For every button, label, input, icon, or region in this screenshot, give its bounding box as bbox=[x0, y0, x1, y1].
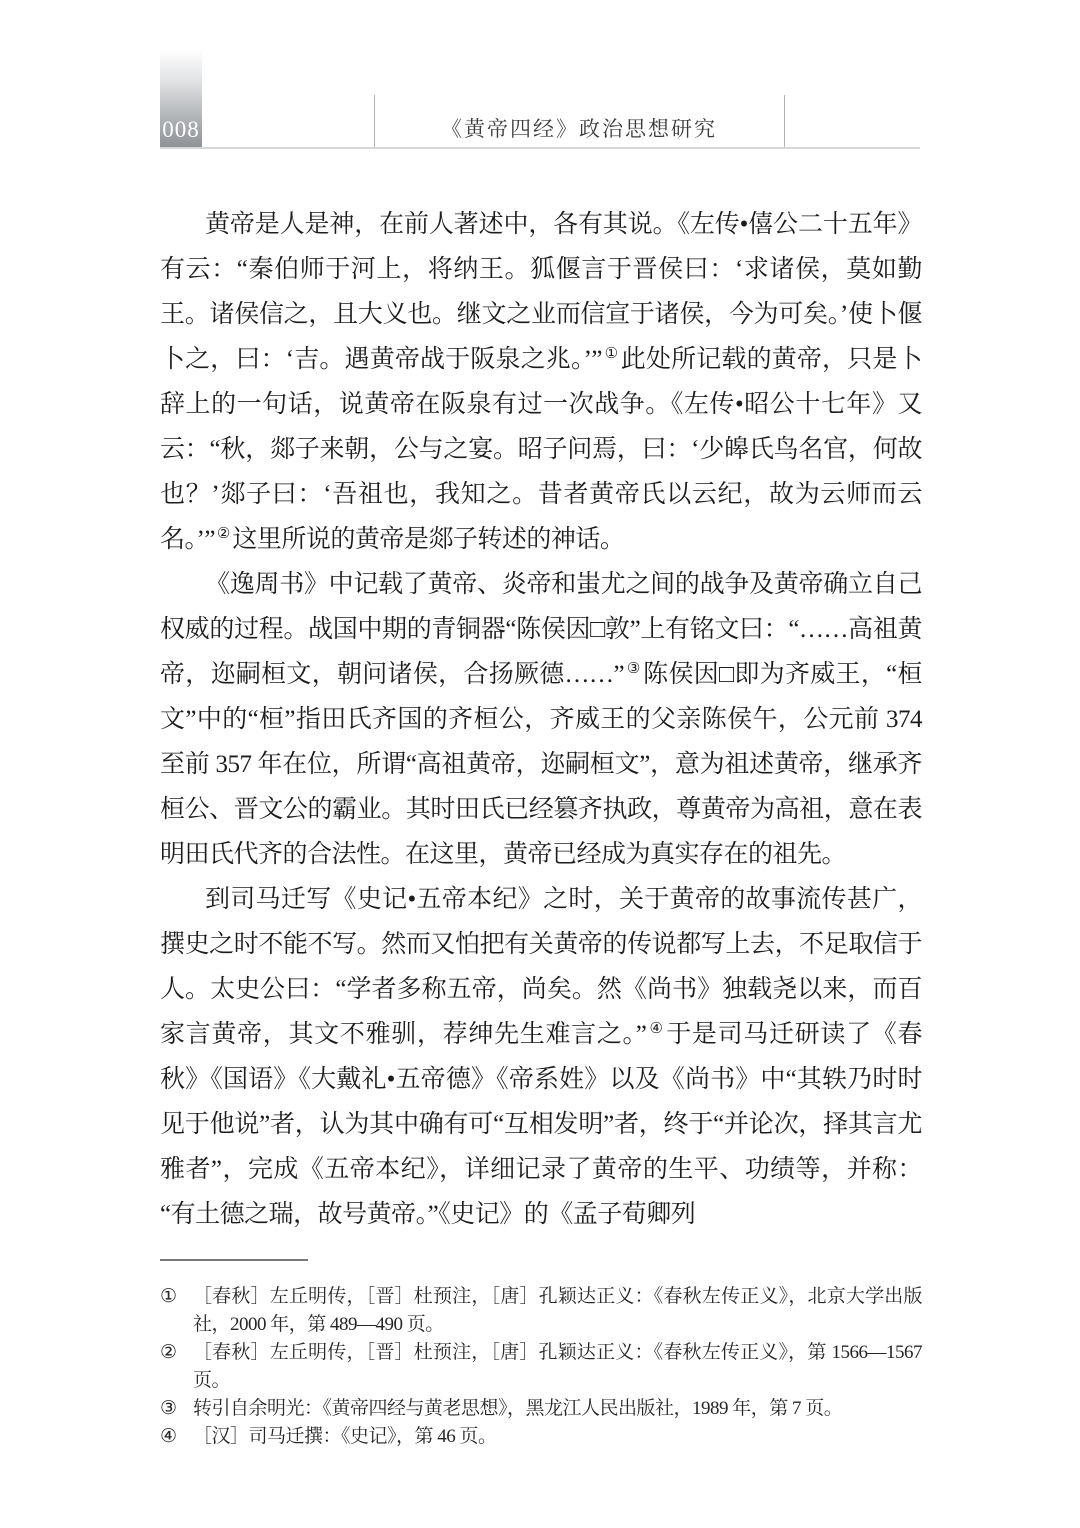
footnote-ref: ① bbox=[604, 346, 619, 362]
header-divider-right bbox=[784, 95, 785, 147]
footnote-marker: ② bbox=[160, 1342, 178, 1363]
footnote-item bbox=[160, 1339, 922, 1395]
running-head-title: 《黄帝四经》政治思想研究 bbox=[441, 117, 717, 141]
footnote-ref: ③ bbox=[626, 661, 642, 677]
footnote-text: ［春秋］左丘明传，［晋］杜预注，［唐］孔颖达正义：《春秋左传正义》，第 1566—1567 页。 bbox=[193, 1342, 922, 1391]
body-text bbox=[160, 202, 922, 1237]
footnote-item bbox=[160, 1423, 922, 1451]
body-paragraph: 《逸周书》中记载了黄帝、炎帝和蚩尤之间的战争及黄帝确立自己权威的过程。战国中期的青铜器“陈侯因□敦”上有铭文曰：“……高祖黄帝，迩嗣桓文，朝问诸侯，合扬厥德……” ③陈侯因□即为齐威王，“桓文”中的“桓”指田氏齐国的齐桓公，齐威王的父亲陈侯午，公元前 374 至前 357 年在位，所谓“高祖黄帝，迩嗣桓文”，意为祖述黄帝，继承齐桓公、晋文公的霸业。其时田氏已经篡齐执政，尊黄帝为高祖，意在表明田氏代齐的合法性。在这里，黄帝已经成为真实存在的祖先。 bbox=[160, 571, 922, 868]
page-number: 008 bbox=[162, 117, 200, 142]
footnote-separator bbox=[160, 1259, 308, 1261]
footnote-marker: ① bbox=[160, 1286, 178, 1307]
header-rule bbox=[160, 147, 920, 149]
page-content bbox=[160, 202, 922, 1451]
body-paragraph: 黄帝是人是神，在前人著述中，各有其说。《左传•僖公二十五年》有云：“秦伯师于河上，将纳王。狐偃言于晋侯曰：‘求诸侯，莫如勤王。诸侯信之，且大义也。继文之业而信宣于诸侯，今为可矣。’使卜偃卜之，曰：‘吉。遇黄帝战于阪泉之兆。’” ①此处所记载的黄帝，只是卜辞上的一句话，说黄帝在阪泉有过一次战争。《左传•昭公十七年》又云：“秋，郯子来朝，公与之宴。昭子问焉，曰：‘少皞氏鸟名官，何故也？’郯子曰：‘吾祖也，我知之。昔者黄帝氏以云纪，故为云师而云名。’” ②这里所说的黄帝是郯子转述的神话。 bbox=[160, 211, 922, 553]
footnotes bbox=[160, 1283, 922, 1451]
footnote-marker: ③ bbox=[160, 1398, 178, 1419]
footnote-text: ［春秋］左丘明传，［晋］杜预注，［唐］孔颖达正义：《春秋左传正义》，北京大学出版社，2000 年，第 489—490 页。 bbox=[193, 1286, 922, 1335]
footnote-text: ［汉］司马迁撰：《史记》，第 46 页。 bbox=[193, 1426, 497, 1447]
footnote-text: 转引自余明光：《黄帝四经与黄老思想》，黑龙江人民出版社，1989 年，第 7 页。 bbox=[193, 1398, 843, 1419]
footnote-marker: ④ bbox=[160, 1426, 178, 1447]
footnote-item bbox=[160, 1283, 922, 1339]
footnote-item bbox=[160, 1395, 922, 1423]
body-paragraph: 到司马迁写《史记•五帝本纪》之时，关于黄帝的故事流传甚广，撰史之时不能不写。然而又怕把有关黄帝的传说都写上去，不足取信于人。太史公曰：“学者多称五帝，尚矣。然《尚书》独载尧以来，而百家言黄帝，其文不雅驯，荐绅先生难言之。” ④于是司马迁研读了《春秋》《国语》《大戴礼•五帝德》《帝系姓》以及《尚书》中“其轶乃时时见于他说”者，认为其中确有可“互相发明”者，终于“并论次，择其言尤雅者”，完成《五帝本纪》，详细记录了黄帝的生平、功绩等，并称：“有土德之瑞，故号黄帝。”《史记》的《孟子荀卿列 bbox=[160, 886, 922, 1228]
page-number-tab bbox=[160, 50, 202, 148]
footnote-ref: ④ bbox=[648, 1021, 665, 1037]
footnote-ref: ② bbox=[216, 526, 231, 542]
